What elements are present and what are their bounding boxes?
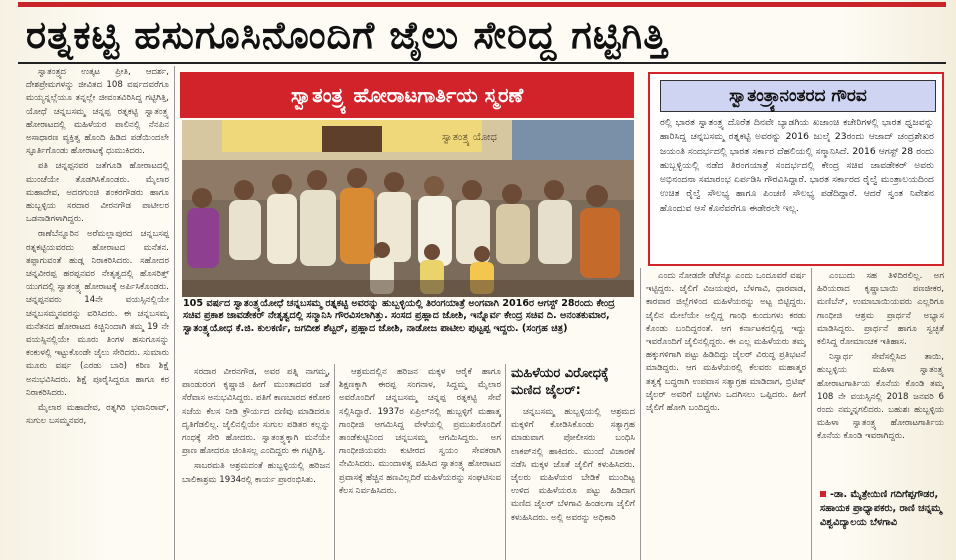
column-1 — [26, 66, 169, 560]
col2-paragraph: ಸರದಾರ ವೀರನಗೌಡ, ಅವರ ಪತ್ನಿ ನಾಗಮ್ಮ, ಪಾಂಡುರಂಗ ಕೃಷ್ಣಾಜಿ ಹೀಗೆ ಮುಂತಾದವರ ಜತೆ ಸೆರೆವಾಸ ಅನುಭವಿಸಿದ್ದರು. ಪತಿಗೆ ಕಾಣಬಾರದ ಕಠೋರ ಸಜೆಯ ಕೆಲಸ ನೀಡಿ ಕ್ರೌರ್ಯದ ದಣಿವು ಮಾಡಿದರೂ ದೃತಿಗೆಡಲಿಲ್ಲ. ಜೈಲಿನಲ್ಲಿಯೇ ಸುಗುಲ ಪಡಿತರ ಕಲ್ಲನ್ನು ಗಂಧಕ್ಕೆ ಸೇರಿ ಹೋದರು. ಸ್ವಾತಂತ್ರ್ಯಕ್ಕಾಗಿ ಮನೆಯೇ ಪ್ರಾಣ ಹೋದರೂ ಚಿಂತಿಸಲ್ಲ ಎಂದಿದ್ದರು ಈ ಗಟ್ಟಿಗಿತ್ತಿ. — [182, 367, 330, 457]
col1-paragraph: ಪತಿ ಚನ್ನಪ್ಪನವರ ಜತೆಗೂಡಿ ಹೋರಾಟದಲ್ಲಿ ಮುಂಚೆಯೇ ತೊಡಗಿಸಿಕೊಂಡರು. ಮೈಲಾರ ಮಹಾದೇವ, ಅದರಗುಂಚಿ ಶಂಕರಗೌಡರು ಹಾಗೂ ಹುಬ್ಬಳ್ಳಿಯ ಸರದಾರ ವೀರನಗೌಡ ಪಾಟೀಲರ ಒಡನಾಡಿಗಳಾಗಿದ್ದರು. — [26, 161, 169, 225]
section-title: ಸ್ವಾತಂತ್ರ್ಯ ಹೋರಾಟಗಾರ್ತಿಯ ಸ್ಮರಣೆ — [180, 72, 634, 118]
col2-paragraph: ಸಾಬರಮತಿ ಆಶ್ರಮದಂತೆ ಹುಬ್ಬಳ್ಳಿಯಲ್ಲಿ ಹರಿಜನ ಬಾಲಿಕಾಶ್ರಮ 1934ರಲ್ಲಿ ಕಾರ್ಯ ಪ್ರಾರಂಭಿಸಿತು. — [182, 461, 330, 485]
column-2 — [182, 366, 330, 560]
column-divider — [505, 364, 506, 560]
column-divider — [640, 268, 641, 560]
photo-illustration — [182, 120, 634, 297]
column-5 — [646, 270, 806, 560]
photo-banner-text: ಸ್ವಾತಂತ್ರ್ಯ ಯೋಧ — [442, 132, 497, 143]
bullet-icon — [820, 491, 826, 497]
col6-paragraph: ನಿಸ್ವಾರ್ಥ ಸೇವೆಸಲ್ಲಿಸಿದ ತಾಯಿ, ಹುಬ್ಬಳ್ಳಿಯ ಮಹಿಳಾ ಸ್ವಾತಂತ್ರ್ಯ ಹೋರಾಟಗಾರ್ತಿಯ ಕೊನೆಯ ಕೊಂಡಿ ತಮ್ಮ 108 ನೇ ವಯಸ್ಸಿನಲ್ಲಿ 2018 ಜನವರಿ 6 ರಂದು ನಮ್ಮನ್ನಗಲಿದರು. ಬಹುಶಃ ಹುಬ್ಬಳ್ಳಿಯ ಮಹಿಳಾ ಸ್ವಾತಂತ್ರ್ಯ ಹೋರಾಟಗಾರ್ತಿಯ ಕೊನೆಯ ಕೊಂಡಿ ಇವರಾಗಿದ್ದರು. — [817, 352, 944, 442]
col1-paragraph: ಸ್ವಾತಂತ್ರ್ಯದ ಉತ್ಕಟ ಪ್ರೀತಿ, ಆದರ್ಶ, ದೇಶಪ್ರೇಮಗಳನ್ನು ಜೀವಿತದ 108 ವರ್ಷದವರೆಗೂ ಮಯ್ಯನ್ನಲ್ಲೆಯೂ ತನ್ನಲ್ಲೇ ಜೀವಂತವಿರಿಸಿದ್ದ ಗಟ್ಟಿಗಿತ್ತಿ, ಯೋಧೆ ಚನ್ನಬಸಮ್ಮ ಚನ್ನಪ್ಪ ರತ್ನಕಟ್ಟಿ ಸ್ವಾತಂತ್ರ್ಯ ಹೋರಾಟದಲ್ಲಿ ಮಹಿಳೆಯರ ಪಾಲಿನಲ್ಲಿ ನೆನಪಿನ ಅಸಾಧಾರಣ ವ್ಯಕ್ತಿತ್ವ ಹೊಂದಿ ಹಿಡಿದ ಪಡೆಯಿಂದಲೇ ಸ್ಫೂರ್ತಿಗೊಂಡು ಹೋರಾಟಕ್ಕೆ ಧುಮುಕಿದರು. — [26, 67, 169, 157]
headline: ರತ್ನಕಟ್ಟಿ ಹಸುಗೂಸಿನೊಂದಿಗೆ ಜೈಲು ಸೇರಿದ್ದ ಗಟ್ಟಿಗಿತ್ತಿ — [26, 13, 668, 57]
headline-rule — [18, 62, 946, 64]
col1-paragraph: ಮೈಲಾರ ಮಹಾದೇವ, ರತ್ನಗಿರಿ ಭವಾನಿರಾವ್, ಸುಗುಲ ಬಸಮ್ಮನವರ, — [26, 403, 169, 427]
box-title: ಸ್ವಾತಂತ್ರ್ಯಾನಂತರದ ಗೌರವ — [660, 80, 936, 112]
byline-text: -ಡಾ. ಮೈತ್ರೇಯಿಣಿ ಗದಿಗೆಪ್ಪಗೌಡರ, ಸಹಾಯಕ ಪ್ರಾಧ್ಯಾಪಕರು, ರಾಣಿ ಚನ್ನಮ್ಮ ವಿಶ್ವವಿದ್ಯಾಲಯ ಬೆಳಗಾವಿ — [820, 489, 942, 528]
box-body: ರಲ್ಲಿ ಭಾರತ ಸ್ವಾತಂತ್ರ್ಯ ದೊರೆತ ದಿನವೇ ಬ್ಯಾಡಗಿಯ ಖಜಾಂಚಿ ಕಚೇರಿಗಳಲ್ಲಿ ಭಾರತ ಧ್ವಜವನ್ನು ಹಾರಿಸಿದ್ದ ಚನ್ನಬಸಮ್ಮ ರತ್ನಕಟ್ಟಿ ಅವರನ್ನು 2016 ಜುಲೈ 23ರಂದು ಆಜಾದ್ ಚಂದ್ರಶೇಖರ ಜಯಂತಿ ಸಂದರ್ಭದಲ್ಲಿ ಭಾರತ ಸರ್ಕಾರ ದೆಹಲಿಯಲ್ಲಿ ಸನ್ಮಾನಿಸಿದೆ. 2016 ಆಗಸ್ಟ್ 28 ರಂದು ಹುಬ್ಬಳ್ಳಿಯಲ್ಲಿ ನಡೆದ ತಿರಂಗಯಾತ್ರೆ ಸಂದರ್ಭದಲ್ಲಿ ಕೇಂದ್ರ ಸಚಿವ ಜಾವಡೇಕರ್ ಅವರು ಅಭಿನಂದನಾ ಸಮಾರಂಭ ಏರ್ಪಡಿಸಿ ಗೌರವಿಸಿದ್ದಾರೆ. ಭಾರತ ಸರ್ಕಾರದ ರೈಲ್ವೆ ಮಂತ್ರಾಲಯದಿಂದ ಉಚಿತ ರೈಲ್ವೆ ಸೌಲಭ್ಯ ಹಾಗೂ ಪಿಂಚಣಿ ಸೌಲಭ್ಯ ಪಡೆದಿದ್ದಾರೆ. ಆದರೆ ಸ್ವಂತ ನಿವೇಶನ ಹೊಂದುವ ಆಸೆ ಕೊನೆವರೆಗೂ ಈಡೇರಲೇ ಇಲ್ಲ. — [660, 117, 934, 214]
col3-paragraph: ಆಶ್ರಮದಲ್ಲಿನ ಹರಿಜನ ಮಕ್ಕಳ ಆರೈಕೆ ಹಾಗೂ ಶಿಕ್ಷಣಕ್ಕಾಗಿ ಈರಪ್ಪ ಸಂಗನಾಳ, ಸಿದ್ದಮ್ಮ ಮೈಲಾರ ಅವರೊಂದಿಗೆ ಚನ್ನಬಸಮ್ಮ ಚನ್ನಪ್ಪ ರತ್ನಕಟ್ಟಿ ಸೇವೆ ಸಲ್ಲಿಸಿದ್ದಾರೆ. 1937ರ ಏಪ್ರಿಲ್‌ನಲ್ಲಿ ಹುಬ್ಬಳ್ಳಿಗೆ ಮಹಾತ್ಮ ಗಾಂಧೀಜಿ ಆಗಮಿಸಿದ್ದ ವೇಳೆಯಲ್ಲಿ ಪ್ರಮುಖರೊಂದಿಗೆ ತಾಂಡೆಕುಟ್ಟಿನಿಂದ ಚನ್ನಬಸಮ್ಮ ಆಗಮಿಸಿದ್ದರು. ಅಗ ಗಾಂಧೀಜಿಯವರು ಕುಟೀರದ ಸ್ವಯಂ ಸೇವಕರಾಗಿ ನೇಮಿಸಿದರು. ಮುಂದಾಳತ್ವ ವಹಿಸಿದ ಸ್ವಾತಂತ್ರ್ಯ ಹೋರಾಟದ ಪ್ರವಾಸಕ್ಕೆ ಹೆಚ್ಚಿನ ಹಣವಿಲ್ಲದಿರೆ ಮಹಿಳೆಯರನ್ನು ಸಂಘಟಿಸುವ ಕೆಲಸ ನಿರ್ವಹಿಸಿದರು. — [339, 367, 501, 496]
column-divider — [334, 364, 335, 560]
col1-paragraph: ರಾಣೆಬೆನ್ನೂರಿನ ಅರೆಮಲ್ಲಾಪುರದ ಚನ್ನಬಸಪ್ಪ ರತ್ನಕಟ್ಟಿಯವರದು ಹೋರಾಟದ ಮನೆತನ. ತಪ್ಪಾಗುವಂತೆ ಹುಡ್ಗ ನಿರಾಕರಿಸಿದರು. ಸಹೋದರ ಚನ್ನವೀರಪ್ಪ ಹರಪ್ಪನವರ ನೇತೃತ್ವದಲ್ಲಿ ಹೊಸರಿತ್ತ್‌ ಯುಗದಲ್ಲಿ ಸ್ವಾತಂತ್ರ್ಯ ಹೋರಾಟಕ್ಕೆ ಅರ್ಪಿಸಿಕೊಂಡರು. ಚನ್ನಪ್ಪನವರು 14ನೇ ವಯಸ್ಸಿನಲ್ಲಿಯೇ ಚನ್ನಬಸಮ್ಮನವರನ್ನು ವರಿಸಿದರು. ಈ ಚನ್ನಬಸಮ್ಮ ಮನೆತನದ ಹೋರಾಟದ ಕಿಚ್ಚಿನಿಂದಾಗಿ ತಮ್ಮ 19 ನೇ ವಯಸ್ಸಿನಲ್ಲಿಯೇ ಮೂರು ತಿಂಗಳ ಹಸುಗೂಸನ್ನು ಕಂಕುಳಲ್ಲಿ ಇಟ್ಟುಕೊಂಡೇ ಜೈಲು ಸೇರಿದರು. ಸುಮಾರು ಮೂರು ವರ್ಷ (ಎರಡು ಬಾರಿ) ಕಠಿಣ ಶಿಕ್ಷೆ ಅನುಭವಿಸಿದರು. ಶಿಕ್ಷೆ ಪೂರೈಸಿದ್ದರೂ ಹಾಗೂ ಕರ ನಿರಾಕರಿಸಿದರು. — [26, 229, 169, 398]
column-6 — [817, 270, 944, 484]
col6-paragraph: ಎಂಬುದು ಸಹ ತಿಳಿದಿರಲಿಲ್ಲ. ಅಗ ಹಿರಿಯರಾದ ಕೃಷ್ಣಾಬಾಯಿ ಪಣಜೀಕರ, ಮಣಿಬೆನ್, ಉಮಾಬಾಯಿಯವರು ಎಲ್ಲರಿಗೂ ಗಾಂಧೀಜಿ ಆಶ್ರಮ ಪ್ರಾರ್ಥನೆ ಅಭ್ಯಾಸ ಮಾಡಿಸಿದ್ದರು. ಪ್ರಾರ್ಥನೆ ಹಾಗೂ ಸ್ವಚ್ಛತೆ ಕಲಿಸಿದ್ದ ರೋಮಾಂಚಕ ಇತಿಹಾಸ. — [817, 271, 944, 348]
event-photo — [182, 120, 634, 297]
col4-paragraph: ಚನ್ನಬಸಮ್ಮ ಹುಬ್ಬಳ್ಳಿಯಲ್ಲಿ ಆಶ್ರಮದ ಮಕ್ಕಳಿಗೆ ಕೋಡಿಸಿಕೊಂಡು ಸತ್ಯಾಗ್ರಹ ಮಾಡುವಾಗ ಪೋಲೀಸರು ಬಂಧಿಸಿ ಲಾಕಪ್‌ನಲ್ಲಿ ಹಾಕಿದರು. ಮುಂದೆ ವಿಚಾರಣೆ ನಡೆಸಿ ಮಕ್ಕಳ ಜೊತೆ ಜೈಲಿಗೆ ಕಳುಹಿಸಿದರು. ಜೈಲರು ಮಹಿಳೆಯರ ಬೇಡಿಕೆ ಮುಂದಿಟ್ಟ ಉಳಿದ ಮಹಿಳೆಯರೂ ಪಟ್ಟು ಹಿಡಿದಾಗ ಮಣಿದ ಜೈಲರ್ ಬೆಳಗಾವಿ ಹಿಂಡಲಗಾ ಜೈಲಿಗೆ ಕಳುಹಿಸಿದರು. ಅಲ್ಲಿ ಅವರನ್ನು ಅಧಿಕಾರಿ — [511, 407, 635, 523]
column-4 — [511, 406, 635, 560]
top-red-bar — [18, 2, 946, 7]
photo-caption: 105 ವರ್ಷದ ಸ್ವಾತಂತ್ರ್ಯಯೋಧೆ ಚನ್ನಬಸಮ್ಮ ರತ್ನಕಟ್ಟಿ ಅವರನ್ನು ಹುಬ್ಬಳ್ಳಿಯಲ್ಲಿ ತಿರಂಗಯಾತ್ರೆ ಅಂಗವಾಗಿ 2016ರ ಆಗಸ್ಟ್ 28ರಂದು ಕೇಂದ್ರ ಸಚಿವ ಪ್ರಕಾಶ ಜಾವಡೇಕರ್ ನೇತೃತ್ವದಲ್ಲಿ ಸನ್ಮಾನಿಸಿ ಗೌರವಿಸಲಾಗಿತ್ತು. ಸಂಸದ ಪ್ರಹ್ಲಾದ ಜೋಶಿ, ಇನ್ನೊರ್ವ ಕೇಂದ್ರ ಸಚಿವ ದಿ. ಅನಂತಕುಮಾರ, ಸ್ವಾತಂತ್ರ್ಯಯೋಧ ಕೆ.ಜಿ. ಕುಲಕರ್ಣಿ, ಜಗದೀಶ ಶೆಟ್ಟರ್, ಪ್ರಹ್ಲಾದ ಜೋಶಿ, ನಾಡೋಜ ಪಾಟೀಲ ಪುಟ್ಟಪ್ಪ ಇದ್ದರು. (ಸಂಗ್ರಹ ಚಿತ್ರ) — [183, 298, 615, 334]
column-divider — [174, 66, 175, 560]
author-byline — [820, 488, 944, 558]
sidebar-box — [648, 72, 944, 266]
column-3 — [339, 366, 501, 560]
column-divider — [811, 268, 812, 560]
sub-heading: ಮಹಿಳೆಯರ ವಿರೋಧಕ್ಕೆ ಮಣಿದ ಜೈಲರ್: — [511, 366, 609, 398]
col5-paragraph: ಎಂದು ನೋಡದೇ ಡೆಟೆನ್ಯೂ ಎಂದು ಒಂದೂವರೆ ವರ್ಷ ಇಟ್ಟಿದ್ದರು. ಜೈಲಿಗೆ ವಿಜಯಪುರ, ಬೆಳಗಾವಿ, ಧಾರವಾಡ, ಕಾರವಾರ ಜಿಲ್ಲೆಗಳಿಂದ ಮಹಿಳೆಯರನ್ನು ಅಟ್ಟ ಬಿಟ್ಟಿದ್ದರು. ಜೈಲಿನ ಮೇಲೆಯೇ ಅಲ್ಲಿದ್ದ ಗಾಂಧಿ ಕುಂದುಗಳು ಕರಡು ಕೊಂಡು ಬಂದಿದ್ದರಂತೆ. ಆಗ ಕರ್ನಾಟಕದಲ್ಲಿದ್ದ ಇದ್ದು ಇವರೊಂದಿಗೆ ಜೈಲಿನಲ್ಲಿದ್ದರು. ಈ ಎಲ್ಲ ಮಹಿಳೆಯರು ತಮ್ಮ ಹಕ್ಕುಗಳಿಗಾಗಿ ಪಟ್ಟು ಹಿಡಿದಿದ್ದು ಜೈಲರ್ ವಿರುದ್ಧ ಪ್ರತಿಭಟನೆ ಮಾಡಿದ್ದರು. ಆಗ ಮಹಿಳೆಯರಲ್ಲಿ ಕೆಲವರು ಮಹಾತ್ಮರ ತತ್ವಕ್ಕೆ ಬದ್ಧರಾಗಿ ಉಪವಾಸ ಸತ್ಯಾಗ್ರಹ ಮಾಡಿದಾಗ, ಬ್ರಿಟಿಷ್ ಜೈಲರ್ ಅವರಿಗೆ ಬಟ್ಟೆಗಳು ಒದಗಿಸಲು ಒಪ್ಪಿದರು. ಹೀಗೆ ಜೈಲಿಗೆ ಹೋಗಿ ಬಂದಿದ್ದರು. — [646, 271, 806, 414]
